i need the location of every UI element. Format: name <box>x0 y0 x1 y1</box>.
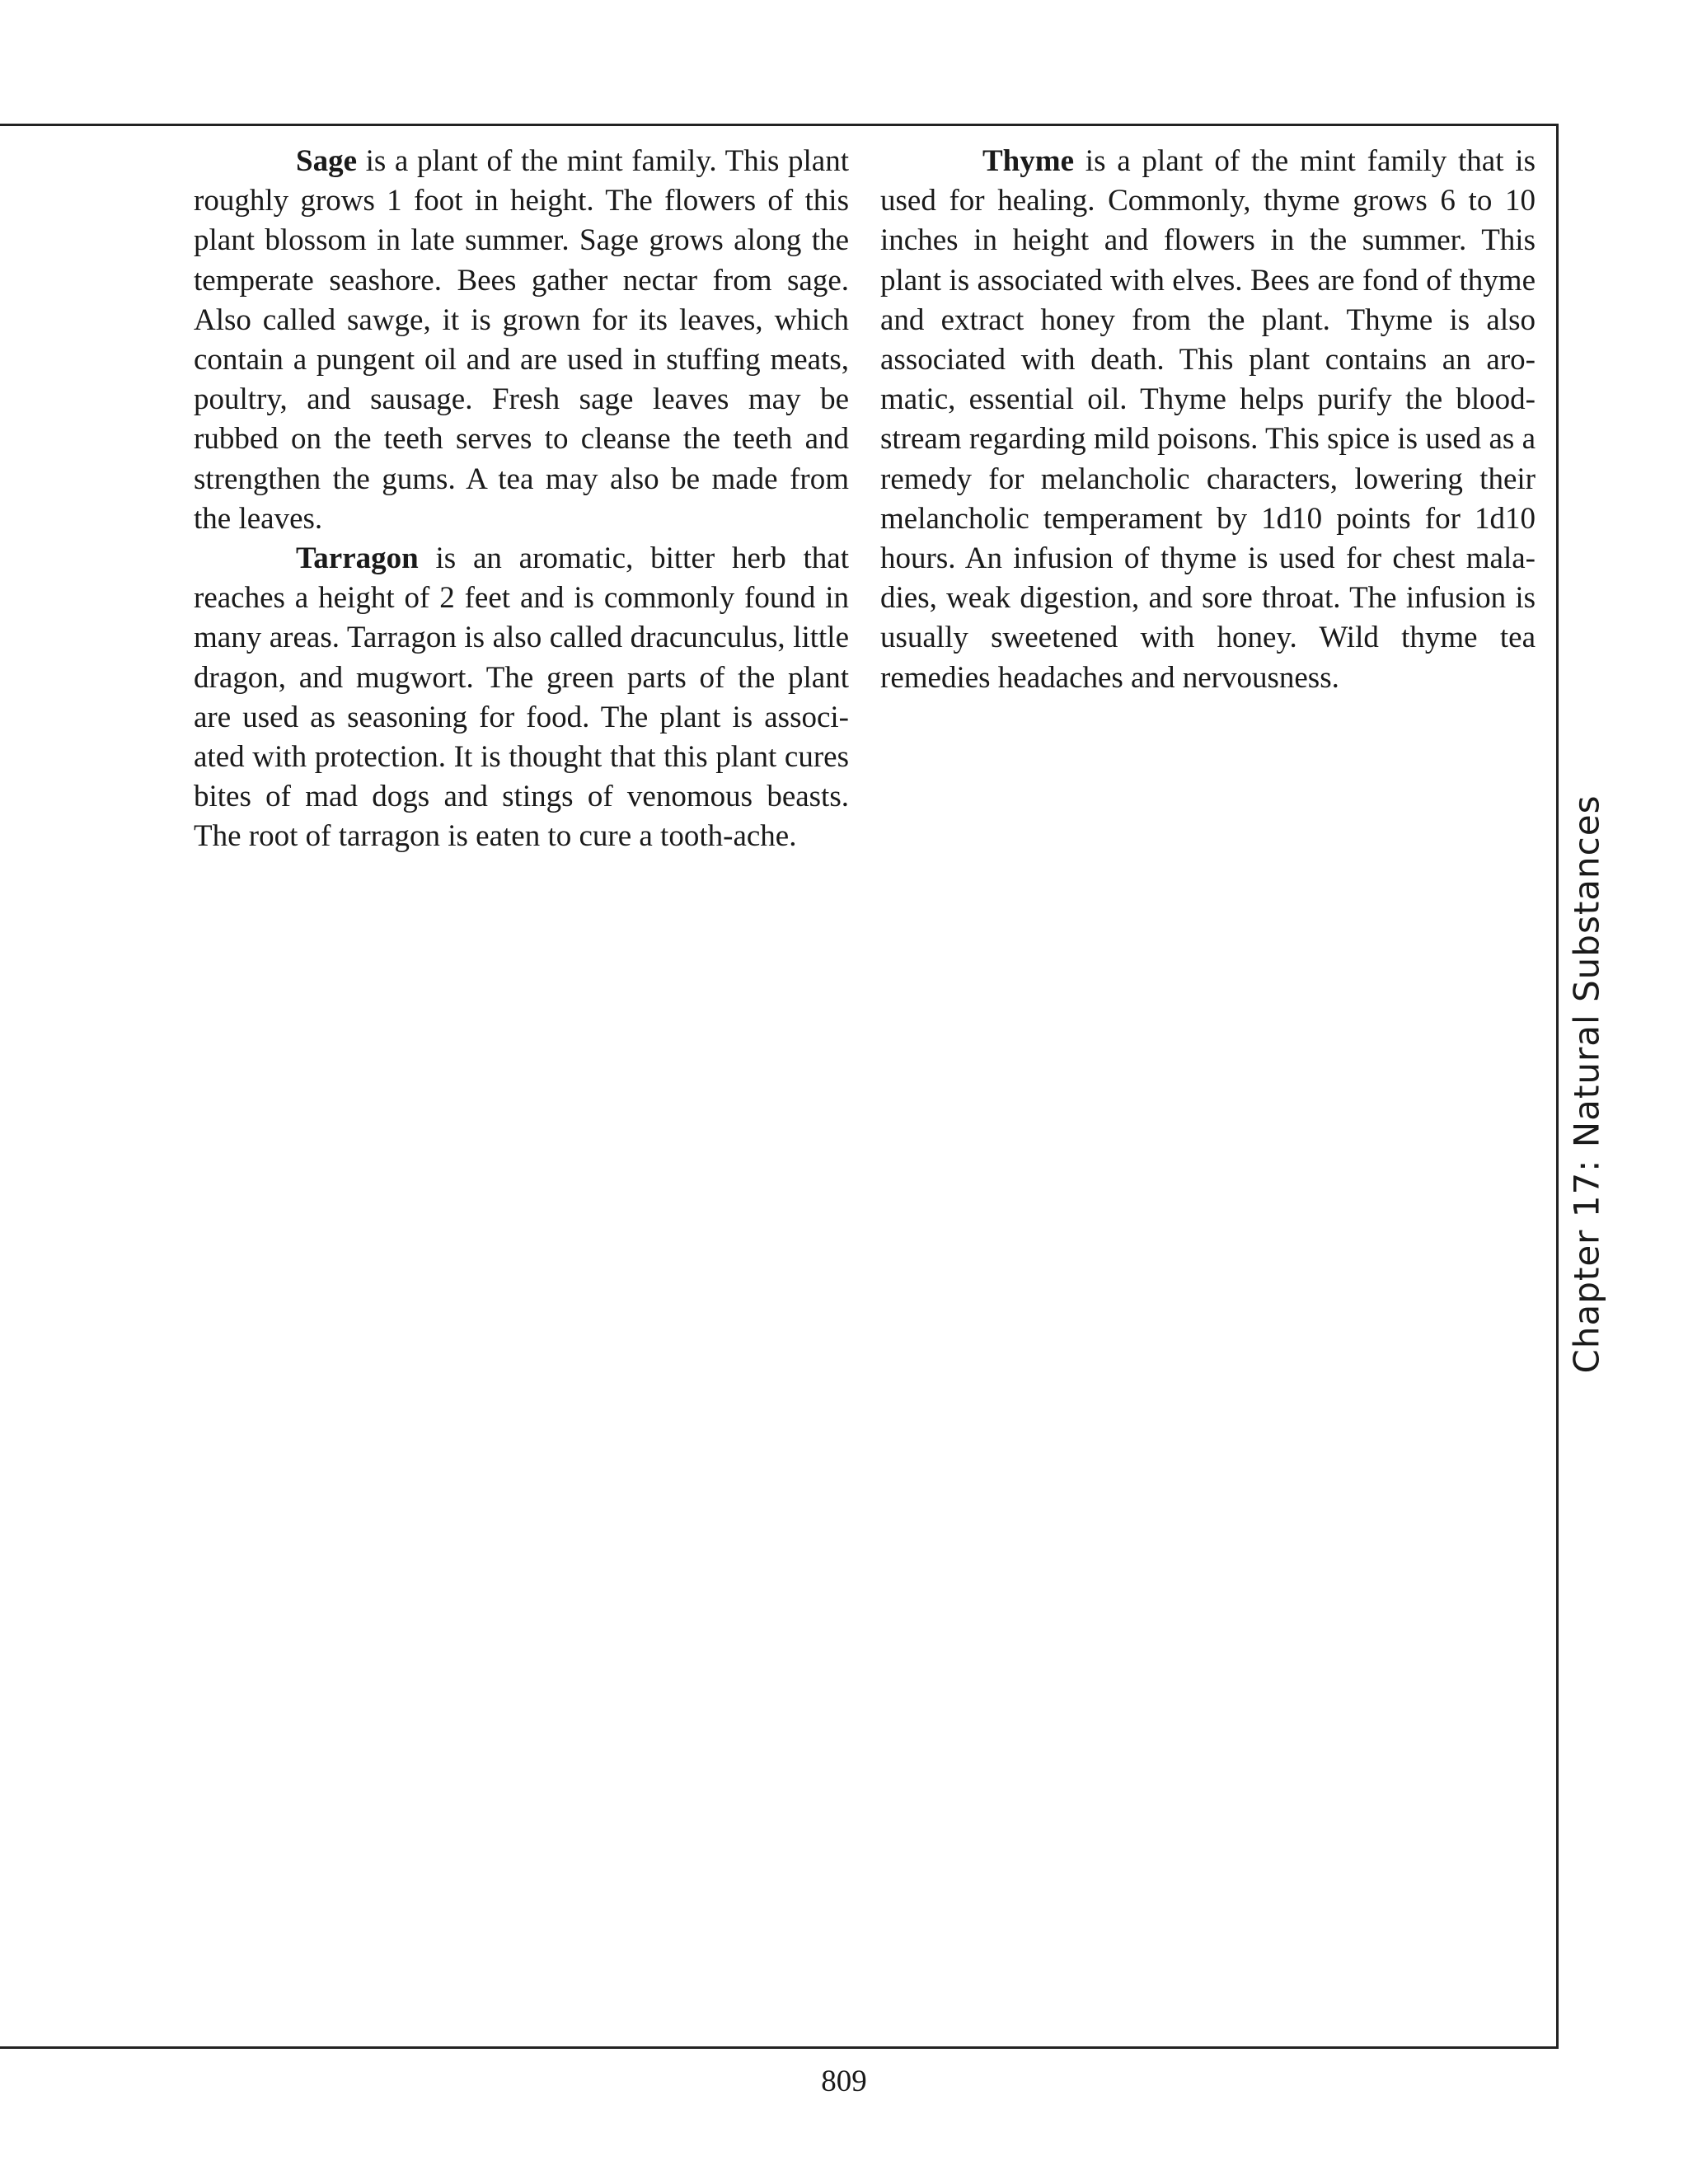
chapter-title: Chapter 17: Natural Substances <box>1566 794 1607 1373</box>
entry-term: Thyme <box>982 144 1074 178</box>
left-column <box>194 142 849 857</box>
entry-text: is an aromatic, bitter herb that reaches a height of 2 feet and is commonly found in many areas. Tarragon is also called dracunculus, little dragon, and mugwort. The green parts of the plant are used as seasoning for food. The plant is associ-ated with protection. It is thought that this plant cures bites of mad dogs and stings of venomous beasts. The root of tarragon is eaten to cure a tooth-ache. <box>194 541 849 854</box>
right-column <box>880 142 1536 698</box>
entry-tarragon <box>194 539 849 857</box>
entry-sage <box>194 142 849 539</box>
entry-text: is a plant of the mint family. This plant roughly grows 1 foot in height. The flowers of this plant blossom in late summer. Sage grows along the temperate seashore. Bees gather nectar from sage. Also called sawge, it is grown for its leaves, which contain a pungent oil and are used in stuffing meats, poultry, and sausage. Fresh sage leaves may be rubbed on the teeth serves to cleanse the teeth and strengthen the gums. A tea may also be made from the leaves. <box>194 144 849 536</box>
entry-term: Sage <box>296 144 357 178</box>
entry-text: is a plant of the mint family that is used for healing. Commonly, thyme grows 6 to 10 inches in height and flowers in the summer. This plant is associated with elves. Bees are fond of thyme and extract honey from the plant. Thyme is also associated with death. This plant contains an aro-matic, essential oil. Thyme helps purify the blood-stream regarding mild poisons. This spice is used as a remedy for melancholic characters, lowering their melancholic temperament by 1d10 points for 1d10 hours. An infusion of thyme is used for chest mala-dies, weak digestion, and sore throat. The infusion is usually sweetened with honey. Wild thyme tea remedies headaches and nervousness. <box>880 144 1536 695</box>
chapter-side-title <box>1562 794 1611 1373</box>
entry-thyme <box>880 142 1536 698</box>
page-number: 809 <box>821 2064 867 2098</box>
entry-term: Tarragon <box>296 541 419 576</box>
